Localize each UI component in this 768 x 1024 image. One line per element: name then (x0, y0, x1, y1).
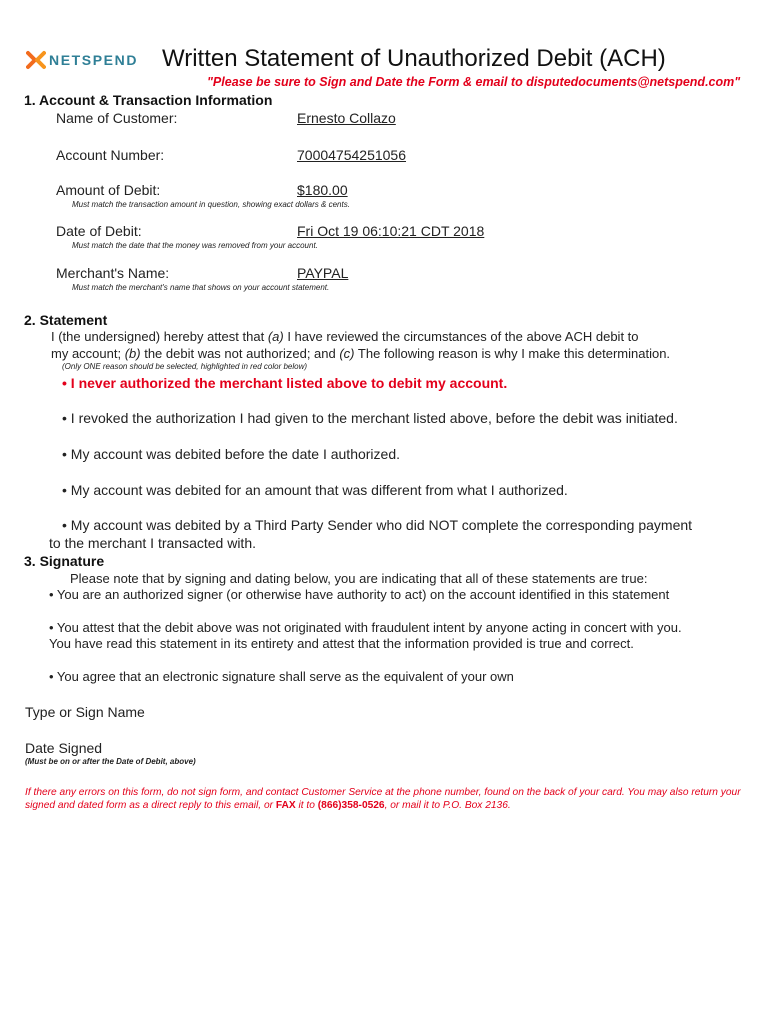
customer-name-label: Name of Customer: (56, 110, 178, 126)
page-title: Written Statement of Unauthorized Debit (ACH) (162, 45, 666, 72)
statement-text: I have reviewed the circumstances of the above ACH debit to (283, 329, 639, 344)
sign-name-label: Type or Sign Name (25, 704, 145, 720)
clause-marker: (b) (124, 346, 141, 361)
account-number-value: 70004754251056 (297, 147, 407, 163)
netspend-logo-icon (26, 50, 46, 70)
fax-number: (866)358-0526 (317, 800, 385, 811)
customer-name-value: Ernesto Collazo (297, 110, 396, 126)
merchant-name-hint: Must match the merchant's name that shows on your account statement. (72, 283, 330, 292)
statement-text: the debit was not authorized; and (140, 346, 340, 361)
section2-heading: 2. Statement (24, 312, 108, 328)
footer-text: If there any errors on this form, do not sign form, and contact Customer Service at the phone number, found on the back of your card. You may also return your signed and dated form as a direct reply to this email, or (25, 787, 741, 811)
section1-heading: 1. Account & Transaction Information (24, 92, 273, 108)
footer-text: , or mail it to P.O. Box 2136. (384, 800, 511, 811)
account-number-label: Account Number: (56, 147, 165, 163)
footer-text: it to (295, 800, 318, 811)
signature-intro: Please note that by signing and dating below, you are indicating that all of these statements are true: (70, 571, 648, 586)
debit-date-hint: Must match the date that the money was removed from your account. (72, 241, 318, 250)
signature-bullet-attest-line2: You have read this statement in its entirety and attest that the information provided is true and correct. (49, 636, 634, 651)
statement-text: my account; (51, 346, 125, 361)
statement-text: The following reason is why I make this determination. (354, 346, 671, 361)
section3-heading: 3. Signature (24, 553, 105, 569)
fax-label: FAX (275, 800, 296, 811)
signature-bullet-attest-line1: • You attest that the debit above was not originated with fraudulent intent by anyone acting in concert with you. (49, 620, 682, 635)
netspend-logo (26, 50, 138, 70)
statement-intro-line2 (51, 346, 670, 361)
selected-reason: • I never authorized the merchant listed above to debit my account. (62, 375, 508, 391)
clause-marker: (a) (267, 329, 284, 344)
logo-text: NETSPEND (49, 52, 139, 68)
reason-revoked: • I revoked the authorization I had given to the merchant listed above, before the debit was initiated. (62, 410, 678, 426)
statement-text: I (the undersigned) hereby attest that (51, 329, 268, 344)
debit-amount-label: Amount of Debit: (56, 182, 161, 198)
reason-wrong-amount: • My account was debited for an amount that was different from what I authorized. (62, 482, 568, 498)
reason-selection-note: (Only ONE reason should be selected, highlighted in red color below) (62, 362, 308, 371)
debit-amount-value: $180.00 (297, 182, 348, 198)
reason-third-party-line1: • My account was debited by a Third Party Sender who did NOT complete the corresponding payment (62, 517, 693, 533)
debit-date-label: Date of Debit: (56, 223, 142, 239)
email-instruction: "Please be sure to Sign and Date the Form & email to disputedocuments@netspend.com" (207, 75, 741, 89)
date-signed-hint: (Must be on or after the Date of Debit, above) (25, 757, 196, 766)
merchant-name-value: PAYPAL (297, 265, 349, 281)
signature-bullet-authorized: • You are an authorized signer (or otherwise have authority to act) on the account identified in this statement (49, 587, 670, 602)
date-signed-label: Date Signed (25, 740, 103, 756)
debit-date-value: Fri Oct 19 06:10:21 CDT 2018 (297, 223, 485, 239)
reason-debited-early: • My account was debited before the date I authorized. (62, 446, 400, 462)
merchant-name-label: Merchant's Name: (56, 265, 170, 281)
signature-bullet-esign: • You agree that an electronic signature shall serve as the equivalent of your own (49, 669, 514, 684)
clause-marker: (c) (339, 346, 355, 361)
statement-intro-line1 (51, 329, 639, 344)
reason-third-party-line2: to the merchant I transacted with. (49, 535, 256, 551)
debit-amount-hint: Must match the transaction amount in question, showing exact dollars & cents. (72, 200, 350, 209)
footer-notice (25, 786, 745, 812)
